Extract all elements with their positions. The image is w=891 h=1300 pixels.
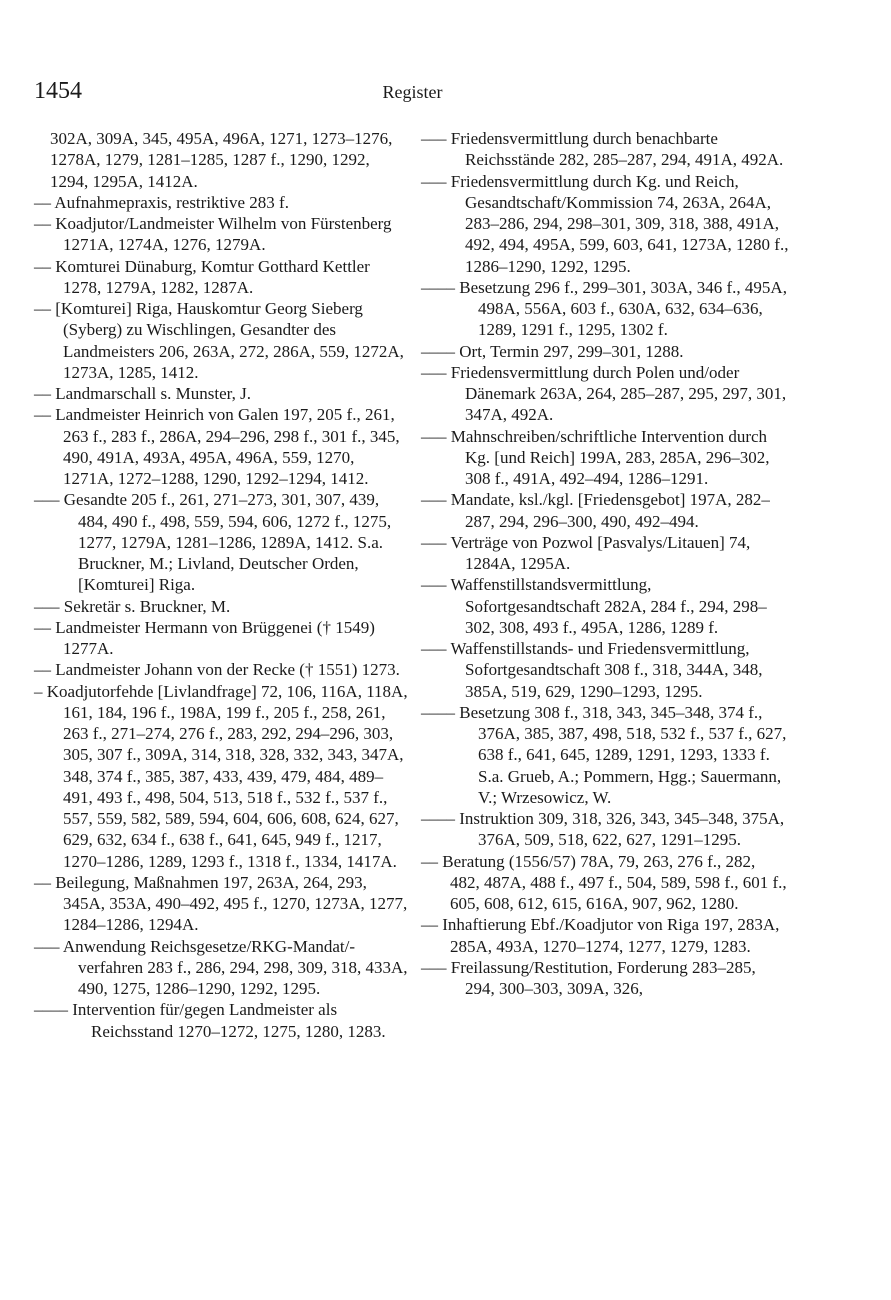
running-head: Register (382, 82, 443, 102)
index-entry (34, 256, 409, 299)
index-entry (34, 192, 409, 213)
entry-dash: ––– (421, 362, 451, 382)
index-entry (421, 808, 789, 851)
entry-dash: –– (34, 214, 56, 233)
index-column-right (421, 128, 789, 999)
entry-text: Sekretär s. Bruckner, M. (63, 596, 231, 616)
entry-dash: –– (34, 192, 55, 212)
index-entry (34, 128, 409, 192)
entry-dash: –– (34, 617, 56, 637)
entry-text: Anwendung Reichsgesetze/RKG-Mandat/-verfahren 283 f., 286, 294, 298, 309, 318, 433A, 490, 1275, 1286–1290, 1292, 1295. (62, 936, 408, 998)
index-entry (421, 171, 789, 277)
index-entry (34, 999, 409, 1042)
index-entry (34, 681, 409, 872)
entry-text: Landmarschall s. Munster, J. (55, 384, 251, 403)
entry-text: Freilassung/Restitution, Forderung 283–285, 294, 300–303, 309A, 326, (450, 957, 756, 998)
entry-text: Koadjutorfehde [Livlandfrage] 72, 106, 116A, 118A, 161, 184, 196 f., 198A, 199 f., 205 f., 258, 261, 263 f., 271–274, 276 f., 283, 292, 294–296, 303, 305, 307 f., 309A, 314, 318, 328, 332, 343, 347A, 348, 374 f., 385, 387, 433, 439, 479, 484, 489–491, 493 f., 498, 504, 513, 518 f., 532 f., 537 f., 557, 559, 582, 589, 594, 604, 606, 608, 624, 627, 629, 632, 634 f., 638 f., 641, 645, 949 f., 1217, 1270–1286, 1289, 1293 f., 1318 f., 1334, 1417A. (46, 681, 408, 871)
entry-dash: –– (421, 915, 443, 935)
index-entry (34, 383, 409, 404)
index-entry (34, 298, 409, 383)
entry-text: [Komturei] Riga, Hauskomtur Georg Sieberg (Syberg) zu Wischlingen, Gesandter des Landmeisters 206, 263A, 272, 286A, 559, 1272A, 1273A, 1285, 1412. (55, 299, 404, 382)
entry-dash: –– (34, 872, 56, 892)
index-entry (34, 404, 409, 489)
index-entry (421, 574, 789, 638)
entry-text: Gesandte 205 f., 261, 271–273, 301, 307, 439, 484, 490 f., 498, 559, 594, 606, 1272 f., 1275, 1277, 1279A, 1281–1286, 1289A, 1412. S.a. Bruckner, M.; Livland, Deutscher Orden, [Komturei] Riga. (63, 490, 392, 595)
index-entry (34, 596, 409, 617)
entry-dash: –– (34, 660, 56, 680)
entry-text: Waffenstillstands- und Friedensvermittlung, Sofortgesandtschaft 308 f., 318, 344A, 348, 385A, 519, 629, 1290–1293, 1295. (450, 639, 763, 701)
index-entry (421, 277, 789, 341)
entry-text: Friedensvermittlung durch Polen und/oder Dänemark 263A, 264, 285–287, 295, 297, 301, 347A, 492A. (450, 362, 787, 425)
entry-text: Intervention für/gegen Landmeister als Reichsstand 1270–1272, 1275, 1280, 1283. (72, 1000, 386, 1041)
entry-dash: ––– (421, 129, 451, 148)
index-entry (421, 914, 789, 957)
entry-text: Ort, Termin 297, 299–301, 1288. (459, 341, 684, 361)
index-entry (421, 851, 789, 915)
index-entry (34, 617, 409, 660)
entry-text: Beratung (1556/57) 78A, 79, 263, 276 f., 282, 482, 487A, 488 f., 497 f., 504, 589, 598 f., 601 f., 605, 608, 612, 615, 616A, 907, 962, 1280. (442, 851, 787, 913)
entry-dash: ––– (421, 426, 451, 446)
index-column-left (34, 128, 409, 1042)
entry-dash: ––– (421, 171, 451, 191)
entry-text: Verträge von Pozwol [Pasvalys/Litauen] 74, 1284A, 1295A. (450, 532, 751, 573)
entry-text: Friedensvermittlung durch Kg. und Reich, Gesandtschaft/Kommission 74, 263A, 264A, 283–286, 294, 298–301, 309, 318, 388, 491A, 492, 494, 495A, 599, 603, 641, 1273A, 1280 f., 1286–1290, 1292, 1295. (450, 171, 789, 276)
entry-text: Koadjutor/Landmeister Wilhelm von Fürstenberg 1271A, 1274A, 1276, 1279A. (55, 214, 392, 255)
index-entry (421, 489, 789, 532)
entry-dash: –––– (421, 809, 460, 828)
index-entry (34, 872, 409, 936)
entry-dash: –––– (421, 702, 460, 722)
entry-dash: –– (34, 405, 56, 425)
entry-text: Instruktion 309, 318, 326, 343, 345–348, 375A, 376A, 509, 518, 622, 627, 1291–1295. (459, 809, 785, 850)
index-entry (34, 936, 409, 1000)
entry-dash: –––– (34, 1000, 73, 1020)
entry-dash: –––– (421, 277, 460, 297)
entry-dash: ––– (34, 490, 64, 510)
entry-dash: ––– (421, 575, 451, 595)
index-entry (421, 702, 789, 808)
entry-dash: –– (34, 256, 56, 276)
entry-dash: –––– (421, 341, 460, 361)
entry-text: Beilegung, Maßnahmen 197, 263A, 264, 293, 345A, 353A, 490–492, 495 f., 1270, 1273A, 1277, 1284–1286, 1294A. (55, 872, 408, 935)
index-entry (34, 213, 409, 256)
index-entry (421, 957, 789, 1000)
page-number: 1454 (34, 78, 82, 104)
index-entry (421, 341, 789, 362)
entry-text: Mahnschreiben/schriftliche Intervention durch Kg. [und Reich] 199A, 283, 285A, 296–302, 308 f., 491A, 492–494, 1286–1291. (450, 426, 770, 488)
entry-text: Aufnahmepraxis, restriktive 283 f. (54, 192, 289, 212)
entry-dash: ––– (421, 490, 451, 510)
index-entry (421, 638, 789, 702)
entry-text: Besetzung 296 f., 299–301, 303A, 346 f., 495A, 498A, 556A, 603 f., 630A, 632, 634–636, 1289, 1291 f., 1295, 1302 f. (459, 277, 787, 340)
entry-dash: – (34, 681, 47, 701)
entry-dash: ––– (421, 639, 451, 658)
entry-text: Landmeister Johann von der Recke († 1551) 1273. (55, 660, 400, 680)
entry-text: Mandate, ksl./kgl. [Friedensgebot] 197A, 282–287, 294, 296–300, 490, 492–494. (450, 490, 770, 531)
entry-dash: ––– (421, 532, 451, 552)
entry-text: Besetzung 308 f., 318, 343, 345–348, 374 f., 376A, 385, 387, 498, 518, 532 f., 537 f., 627, 638 f., 641, 645, 1289, 1291, 1293, 1333 f. S.a. Grueb, A.; Pommern, Hgg.; Sauermann, V.; Wrzesowicz, W. (459, 702, 787, 807)
index-entry (34, 489, 409, 595)
entry-text: Landmeister Heinrich von Galen 197, 205 f., 261, 263 f., 283 f., 286A, 294–296, 298 f., 301 f., 345, 490, 491A, 493A, 495A, 496A, 559, 1270, 1271A, 1272–1288, 1290, 1292–1294, 1412. (55, 405, 400, 488)
entry-text: Landmeister Hermann von Brüggenei († 1549) 1277A. (55, 617, 375, 658)
entry-text: Inhaftierung Ebf./Koadjutor von Riga 197, 283A, 285A, 493A, 1270–1274, 1277, 1279, 1283. (442, 915, 780, 956)
entry-dash: ––– (34, 596, 64, 616)
index-entry (421, 532, 789, 575)
entry-dash: ––– (34, 936, 63, 956)
index-entry (421, 426, 789, 490)
index-entry (421, 128, 789, 171)
entry-text: Friedensvermittlung durch benachbarte Reichsstände 282, 285–287, 294, 491A, 492A. (450, 129, 784, 170)
entry-dash: –– (34, 384, 56, 403)
entry-text: 302A, 309A, 345, 495A, 496A, 1271, 1273–1276, 1278A, 1279, 1281–1285, 1287 f., 1290, 1292, 1294, 1295A, 1412A. (50, 129, 393, 191)
index-entry (34, 659, 409, 680)
entry-dash: –– (421, 851, 443, 871)
entry-dash: –– (34, 299, 56, 318)
entry-text: Waffenstillstandsvermittlung, Sofortgesandtschaft 282A, 284 f., 294, 298–302, 308, 493 f., 495A, 1286, 1289 f. (450, 575, 767, 637)
entry-text: Komturei Dünaburg, Komtur Gotthard Kettler 1278, 1279A, 1282, 1287A. (55, 256, 370, 297)
entry-dash: ––– (421, 957, 451, 977)
index-entry (421, 362, 789, 426)
